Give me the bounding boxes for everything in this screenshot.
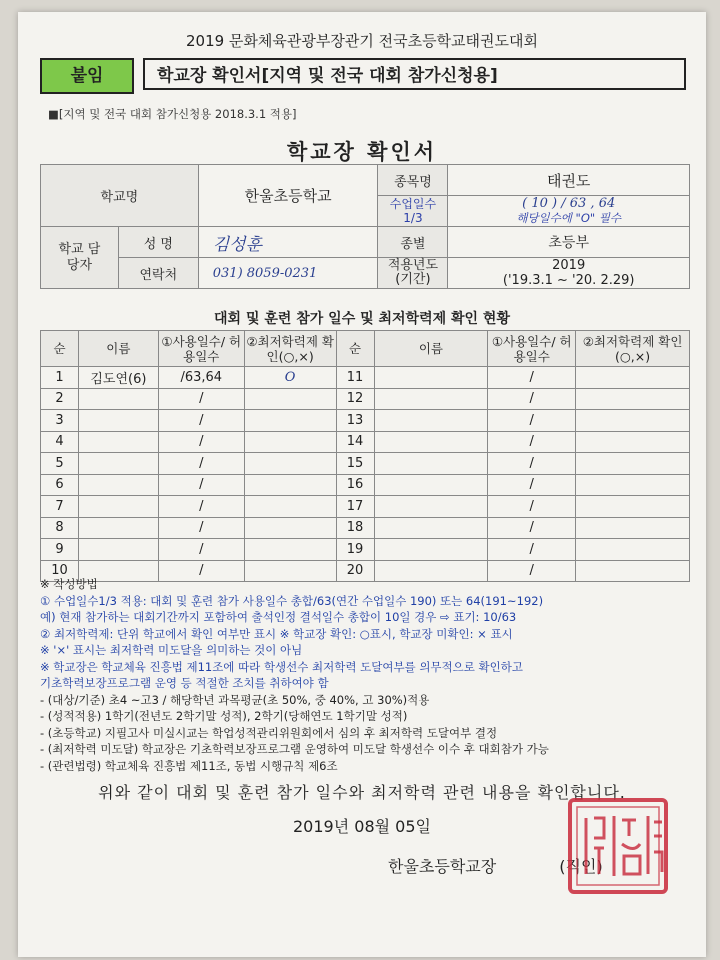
school-days-note: 해당일수에 "O" 필수 xyxy=(516,211,622,225)
row-check xyxy=(244,431,336,453)
row-number: 17 xyxy=(336,496,374,518)
section-title: 대회 및 훈련 참가 일수 및 최저학력제 확인 현황 xyxy=(214,311,510,327)
writing-instructions xyxy=(40,576,690,774)
event-label: 종목명 xyxy=(378,165,448,196)
row-days: / xyxy=(158,517,244,539)
row-check xyxy=(244,474,336,496)
event-value: 태권도 xyxy=(448,165,690,196)
row-check xyxy=(576,539,690,561)
row-name xyxy=(374,367,488,389)
row-days: / xyxy=(488,560,576,582)
instruction-line: 기초학력보장프로그램 운영 등 적절한 조치를 취하여야 함 xyxy=(40,676,329,690)
contact-value: 031) 8059-0231 xyxy=(198,258,378,289)
table-row xyxy=(41,410,690,432)
school-info-table xyxy=(40,164,690,289)
document-sheet xyxy=(18,12,706,957)
row-check xyxy=(576,453,690,475)
row-name xyxy=(78,539,158,561)
row-check xyxy=(576,388,690,410)
row-days: / xyxy=(488,431,576,453)
row-days: / xyxy=(488,367,576,389)
row-days: / xyxy=(158,388,244,410)
row-number: 19 xyxy=(336,539,374,561)
row-days: / xyxy=(158,453,244,475)
row-name xyxy=(374,474,488,496)
event-header: 2019 문화체육관광부장관기 전국초등학교태권도대회 xyxy=(185,32,538,50)
instruction-line: ① 수업일수1/3 적용: 대회 및 훈련 참가 사용일수 총합/63(연간 수업일수 190) 또는 64(191~192) xyxy=(40,593,544,608)
row-days: / xyxy=(488,453,576,475)
row-check xyxy=(576,410,690,432)
row-check xyxy=(244,496,336,518)
row-days: / xyxy=(158,496,244,518)
row-days: /63,64 xyxy=(158,367,244,389)
row-name xyxy=(374,388,488,410)
table-row xyxy=(41,453,690,475)
seal-label: (직인) xyxy=(559,857,603,876)
col-number: 순 xyxy=(336,331,374,367)
manager-label: 학교 담당자 xyxy=(41,227,119,289)
row-check xyxy=(244,388,336,410)
row-number: 7 xyxy=(41,496,79,518)
table-row xyxy=(41,431,690,453)
row-name xyxy=(78,431,158,453)
participation-table xyxy=(40,330,690,582)
row-name xyxy=(374,431,488,453)
row-days: / xyxy=(158,560,244,582)
row-check xyxy=(576,367,690,389)
row-check xyxy=(576,474,690,496)
row-name xyxy=(78,388,158,410)
confirmation-statement: 위와 같이 대회 및 훈련 참가 일수와 최저학력 관련 내용을 확인합니다. xyxy=(98,783,626,802)
row-number: 16 xyxy=(336,474,374,496)
row-name xyxy=(78,453,158,475)
row-days: / xyxy=(488,388,576,410)
instruction-line: - (대상/기준) 초4 ~고3 / 해당학년 과목평균(초 50%, 중 40%, 고 30%)적용 xyxy=(40,692,430,707)
col-days: ①사용일수/ 허용일수 xyxy=(158,331,244,367)
row-days: / xyxy=(488,474,576,496)
table-row xyxy=(41,539,690,561)
instruction-heading: ※ 작성방법 xyxy=(40,577,98,591)
row-days: / xyxy=(158,410,244,432)
row-number: 6 xyxy=(41,474,79,496)
row-days: / xyxy=(158,474,244,496)
col-name: 이름 xyxy=(374,331,488,367)
year-value: 2019 xyxy=(552,258,586,273)
row-number: 11 xyxy=(336,367,374,389)
row-number: 4 xyxy=(41,431,79,453)
row-name xyxy=(374,410,488,432)
row-number: 2 xyxy=(41,388,79,410)
school-name-label: 학교명 xyxy=(41,165,199,227)
row-name xyxy=(78,474,158,496)
year-label: 적용년도 (기간) xyxy=(378,258,448,289)
instruction-line: 예) 현재 참가하는 대회기간까지 포함하여 출석인정 결석일수 총합이 10일 경우 ⇨ 표기: 10/63 xyxy=(40,610,517,624)
table-row xyxy=(41,388,690,410)
instruction-line: ※ '×' 표시는 최저학력 미도달을 의미하는 것이 아님 xyxy=(40,643,303,657)
signer-name: 한울초등학교장 xyxy=(388,857,497,876)
official-seal-stamp xyxy=(564,796,672,896)
form-title-box: 학교장 확인서[지역 및 전국 대회 참가신청용] xyxy=(143,58,686,90)
row-check xyxy=(244,539,336,561)
row-name xyxy=(374,517,488,539)
category-label: 종별 xyxy=(378,227,448,258)
row-name xyxy=(374,539,488,561)
col-check: ②최저학력제 확인(○,×) xyxy=(576,331,690,367)
row-number: 18 xyxy=(336,517,374,539)
row-check xyxy=(576,431,690,453)
row-check xyxy=(244,517,336,539)
row-days: / xyxy=(488,496,576,518)
row-days: / xyxy=(488,410,576,432)
row-number: 15 xyxy=(336,453,374,475)
confirmation-date: 2019년 08월 05일 xyxy=(293,817,431,836)
col-check: ②최저학력제 확인(○,×) xyxy=(244,331,336,367)
school-days-label: 수업일수 1/3 xyxy=(378,196,448,227)
attachment-tag: 붙임 xyxy=(40,58,134,94)
contact-label: 연락처 xyxy=(118,258,198,289)
category-value: 초등부 xyxy=(448,227,690,258)
row-number: 13 xyxy=(336,410,374,432)
instruction-line: ※ 학교장은 학교체육 진흥법 제11조에 따라 학생선수 최저학력 도달여부를 의무적으로 확인하고 xyxy=(40,659,523,674)
row-number: 14 xyxy=(336,431,374,453)
row-days: / xyxy=(488,517,576,539)
applicability-note: ■[지역 및 전국 대회 참가신청용 2018.3.1 적용] xyxy=(48,107,297,121)
row-days: / xyxy=(488,539,576,561)
row-check xyxy=(576,517,690,539)
document-title: 학교장 확인서 xyxy=(286,140,438,164)
table-row xyxy=(41,474,690,496)
period-value: ('19.3.1 ~ '20. 2.29) xyxy=(502,273,635,288)
row-number: 5 xyxy=(41,453,79,475)
manager-name-label: 성 명 xyxy=(118,227,198,258)
instruction-line: - (관련법령) 학교체육 진흥법 제11조, 동법 시행규칙 제6조 xyxy=(40,758,338,773)
row-number: 9 xyxy=(41,539,79,561)
row-number: 1 xyxy=(41,367,79,389)
school-name-value: 한울초등학교 xyxy=(198,165,378,227)
row-days: / xyxy=(158,539,244,561)
instruction-line: - (초등학교) 지필고사 미실시교는 학업성적관리위원회에서 심의 후 최저학력 도달여부 결정 xyxy=(40,725,498,740)
row-name xyxy=(78,517,158,539)
col-name: 이름 xyxy=(78,331,158,367)
row-check: O xyxy=(244,367,336,389)
row-days: / xyxy=(158,431,244,453)
row-name: 김도연(6) xyxy=(78,367,158,389)
manager-name-value: 김성훈 xyxy=(198,227,378,258)
table-row xyxy=(41,367,690,389)
row-check xyxy=(244,410,336,432)
row-name xyxy=(78,410,158,432)
instruction-line: - (최저학력 미도달) 학교장은 기초학력보장프로그램 운영하여 미도달 학생선수 이수 후 대회참가 가능 xyxy=(40,742,549,756)
table-row xyxy=(41,517,690,539)
col-days: ①사용일수/ 허용일수 xyxy=(488,331,576,367)
row-check xyxy=(576,496,690,518)
school-days-value: ( 10 ) / 63 , 64 xyxy=(522,196,616,211)
instruction-line: ② 최저학력제: 단위 학교에서 확인 여부만 표시 ※ 학교장 확인: ○표시, 학교장 미확인: × 표시 xyxy=(40,626,513,641)
col-number: 순 xyxy=(41,331,79,367)
table-row xyxy=(41,496,690,518)
row-number: 12 xyxy=(336,388,374,410)
row-check xyxy=(244,453,336,475)
row-number: 8 xyxy=(41,517,79,539)
instruction-line: - (성적적용) 1학기(전년도 2학기말 성적), 2학기(당해연도 1학기말 성적) xyxy=(40,709,408,723)
row-number: 10 xyxy=(41,560,79,582)
row-name xyxy=(374,453,488,475)
row-name xyxy=(78,496,158,518)
row-number: 3 xyxy=(41,410,79,432)
row-name xyxy=(374,496,488,518)
row-number: 20 xyxy=(336,560,374,582)
